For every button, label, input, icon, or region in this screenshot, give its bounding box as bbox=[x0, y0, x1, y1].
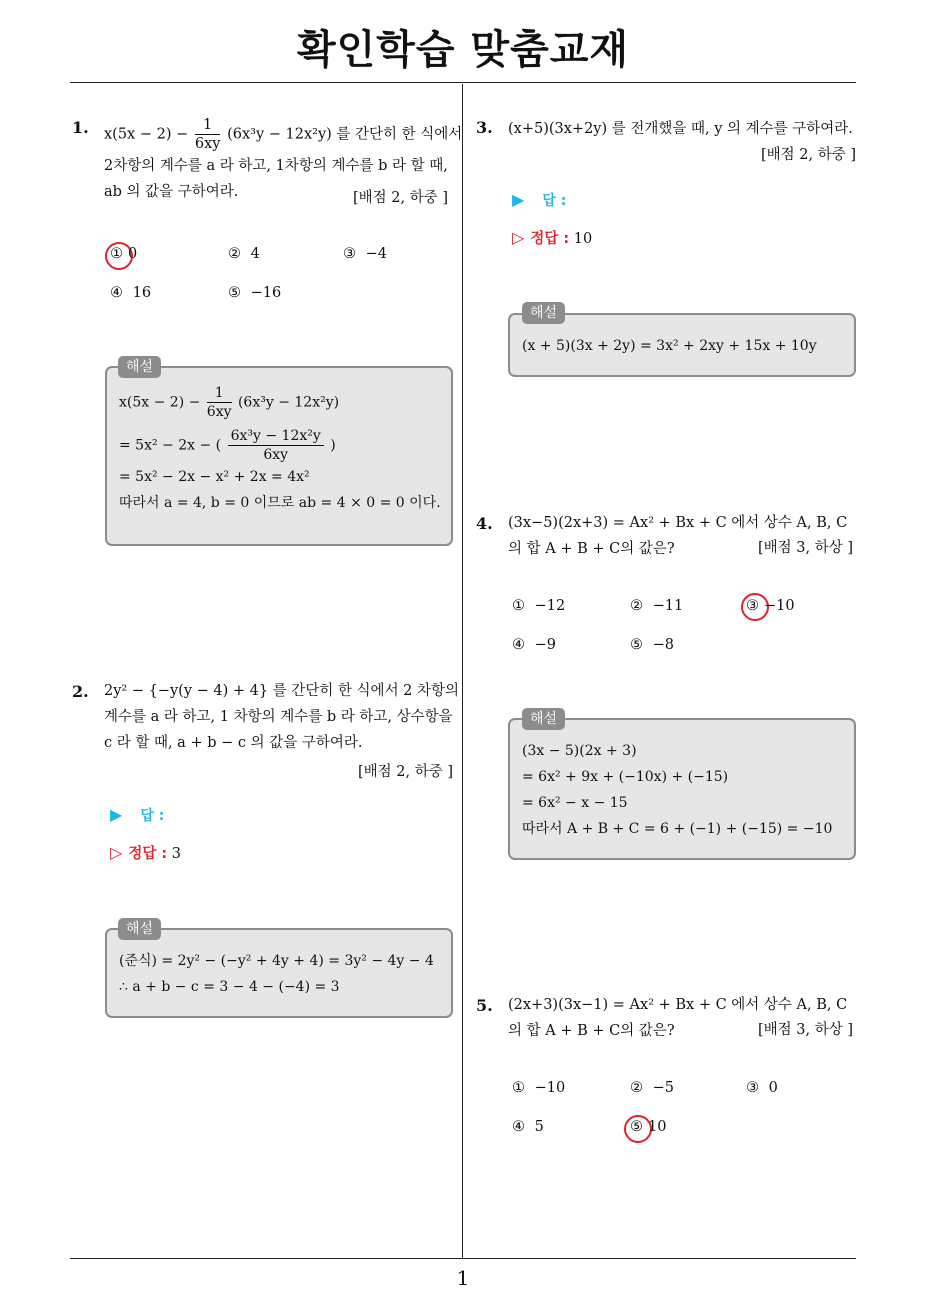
explanation-line: ∴ a + b − c = 3 − 4 − (−4) = 3 bbox=[119, 979, 340, 995]
choice-value: −8 bbox=[652, 637, 674, 653]
choice-marker: ① bbox=[512, 1080, 525, 1096]
choice-4[interactable] bbox=[512, 1119, 544, 1135]
score-meta: [배점 2, 하중 ] bbox=[352, 190, 448, 206]
answer-field[interactable] bbox=[110, 805, 164, 825]
choice-3[interactable] bbox=[746, 598, 795, 614]
question-number: 4. bbox=[476, 514, 493, 533]
choice-marker: ① bbox=[110, 246, 123, 262]
expr-part: = 5x² − 2x − ( bbox=[119, 437, 222, 454]
choice-value: 0 bbox=[768, 1080, 778, 1096]
expr-part: x(5x − 2) − bbox=[119, 394, 201, 411]
answer-label: 답 : bbox=[140, 808, 165, 824]
choice-marker: ② bbox=[630, 598, 643, 614]
fraction bbox=[228, 427, 324, 464]
question-line: (x+5)(3x+2y) 를 전개했을 때, y 의 계수를 구하여라. bbox=[508, 121, 853, 137]
answer-label: 답 : bbox=[542, 193, 567, 209]
choice-4[interactable] bbox=[110, 285, 151, 301]
score-meta: [배점 2, 하중 ] bbox=[357, 764, 453, 780]
question-line: ab 의 값을 구하여라. bbox=[104, 184, 239, 200]
column-divider bbox=[462, 84, 463, 1259]
choice-1[interactable] bbox=[512, 598, 565, 614]
choice-marker: ③ bbox=[746, 598, 759, 614]
choice-value: −12 bbox=[534, 598, 566, 614]
explanation-line: = 5x² − 2x − x² + 2x = 4x² bbox=[119, 469, 310, 485]
explanation-line: 따라서 a = 4, b = 0 이므로 ab = 4 × 0 = 0 이다. bbox=[119, 495, 441, 511]
choice-value: −11 bbox=[652, 598, 684, 614]
explanation-line bbox=[119, 427, 439, 464]
question-number: 1. bbox=[72, 118, 89, 137]
fraction bbox=[207, 384, 232, 421]
question-number: 3. bbox=[476, 118, 493, 137]
footer-rule bbox=[70, 1258, 856, 1259]
choice-marker: ② bbox=[228, 246, 241, 262]
choice-marker: ④ bbox=[110, 285, 123, 301]
choice-marker: ① bbox=[512, 598, 525, 614]
choice-value: −9 bbox=[534, 637, 556, 653]
header-rule bbox=[70, 82, 856, 83]
explanation-line: = 6x² − x − 15 bbox=[522, 795, 628, 811]
choice-marker: ② bbox=[630, 1080, 643, 1096]
question-line bbox=[104, 116, 462, 153]
score-meta: [배점 3, 하상 ] bbox=[757, 540, 853, 556]
question-line: 계수를 a 라 하고, 1 차항의 계수를 b 라 하고, 상수항을 bbox=[104, 709, 453, 725]
question-line: 2차항의 계수를 a 라 하고, 1차항의 계수를 b 라 할 때, bbox=[104, 158, 448, 174]
explanation-box bbox=[105, 928, 453, 1018]
question-text bbox=[104, 678, 459, 756]
question-line: 의 합 A + B + C의 값은? bbox=[508, 541, 675, 557]
choice-2[interactable] bbox=[228, 246, 260, 262]
question-number: 5. bbox=[476, 996, 493, 1015]
choice-value: −10 bbox=[764, 598, 795, 614]
expr-part: x(5x − 2) − bbox=[104, 126, 189, 143]
explanation-tag: 해설 bbox=[522, 302, 565, 324]
question-line: 의 합 A + B + C의 값은? bbox=[508, 1023, 675, 1039]
choice-5[interactable] bbox=[630, 1119, 666, 1135]
choice-2[interactable] bbox=[630, 1080, 674, 1096]
choice-value: 16 bbox=[132, 285, 152, 301]
choice-value: 5 bbox=[534, 1119, 544, 1135]
question-line: (3x−5)(2x+3) = Ax² + Bx + C 에서 상수 A, B, C bbox=[508, 515, 848, 531]
choice-value: 4 bbox=[250, 246, 260, 262]
expr-part: ) bbox=[330, 437, 336, 454]
fraction-numerator: 1 bbox=[207, 384, 232, 403]
explanation-line bbox=[119, 384, 439, 421]
explanation-box bbox=[105, 366, 453, 546]
choice-1[interactable] bbox=[512, 1080, 565, 1096]
fraction-numerator: 1 bbox=[195, 116, 221, 135]
choice-3[interactable] bbox=[343, 246, 387, 262]
explanation-line: 따라서 A + B + C = 6 + (−1) + (−15) = −10 bbox=[522, 821, 833, 837]
page-number: 1 bbox=[456, 1266, 470, 1290]
question-line: 2y² − {−y(y − 4) + 4} 를 간단히 한 식에서 2 차항의 bbox=[104, 683, 460, 699]
choice-marker: ⑤ bbox=[228, 285, 241, 301]
choice-value: −16 bbox=[250, 285, 282, 301]
choice-marker: ④ bbox=[512, 637, 525, 653]
question-line: c 라 할 때, a + b − c 의 값을 구하여라. bbox=[104, 735, 363, 751]
choice-marker: ③ bbox=[343, 246, 356, 262]
question-line: (2x+3)(3x−1) = Ax² + Bx + C 에서 상수 A, B, C bbox=[508, 997, 848, 1013]
score-meta: [배점 3, 하상 ] bbox=[757, 1022, 853, 1038]
page-title: 확인학습 맞춤교재 bbox=[296, 27, 630, 73]
choice-1[interactable] bbox=[110, 246, 137, 262]
expr-part: (6x³y − 12x²y) bbox=[237, 394, 340, 411]
fraction-numerator: 6x³y − 12x²y bbox=[228, 427, 324, 446]
choice-marker: ⑤ bbox=[630, 1119, 643, 1135]
choice-marker: ⑤ bbox=[630, 637, 643, 653]
question-text bbox=[508, 116, 853, 142]
explanation-line: (3x − 5)(2x + 3) bbox=[522, 743, 637, 759]
choice-value: −4 bbox=[365, 246, 387, 262]
choice-4[interactable] bbox=[512, 637, 556, 653]
choice-value: 0 bbox=[128, 246, 138, 262]
correct-answer bbox=[512, 227, 592, 248]
choice-value: 10 bbox=[648, 1119, 667, 1135]
fraction-denominator: 6xy bbox=[194, 136, 221, 152]
correct-value: 10 bbox=[573, 231, 593, 247]
choice-value: −10 bbox=[534, 1080, 566, 1096]
fraction-denominator: 6xy bbox=[263, 447, 289, 463]
explanation-tag: 해설 bbox=[118, 918, 161, 940]
correct-answer bbox=[110, 842, 181, 863]
correct-label: 정답 : bbox=[128, 846, 168, 862]
fraction bbox=[195, 116, 221, 153]
choice-5[interactable] bbox=[630, 637, 674, 653]
question-number: 2. bbox=[72, 682, 89, 701]
play-icon: ▶ bbox=[110, 805, 123, 824]
choice-3[interactable] bbox=[746, 1080, 778, 1096]
choice-marker: ③ bbox=[746, 1080, 759, 1096]
play-icon: ▶ bbox=[512, 190, 525, 209]
score-meta: [배점 2, 하중 ] bbox=[760, 147, 856, 163]
choice-5[interactable] bbox=[228, 285, 281, 301]
explanation-box bbox=[508, 718, 856, 860]
correct-label: 정답 : bbox=[530, 231, 570, 247]
explanation-line: = 6x² + 9x + (−10x) + (−15) bbox=[522, 769, 729, 785]
answer-field[interactable] bbox=[512, 190, 566, 210]
triangle-outline-icon: ▷ bbox=[512, 228, 525, 247]
choice-2[interactable] bbox=[630, 598, 683, 614]
correct-value: 3 bbox=[171, 846, 182, 862]
expr-part: (6x³y − 12x²y) 를 간단히 한 식에서 bbox=[227, 126, 463, 143]
triangle-outline-icon: ▷ bbox=[110, 843, 123, 862]
explanation-line: (x + 5)(3x + 2y) = 3x² + 2xy + 15x + 10y bbox=[522, 338, 817, 354]
choice-value: −5 bbox=[652, 1080, 674, 1096]
fraction-denominator: 6xy bbox=[206, 404, 232, 420]
explanation-tag: 해설 bbox=[118, 356, 161, 378]
explanation-tag: 해설 bbox=[522, 708, 565, 730]
explanation-line: (준식) = 2y² − (−y² + 4y + 4) = 3y² − 4y − 4 bbox=[119, 953, 434, 969]
choice-marker: ④ bbox=[512, 1119, 525, 1135]
